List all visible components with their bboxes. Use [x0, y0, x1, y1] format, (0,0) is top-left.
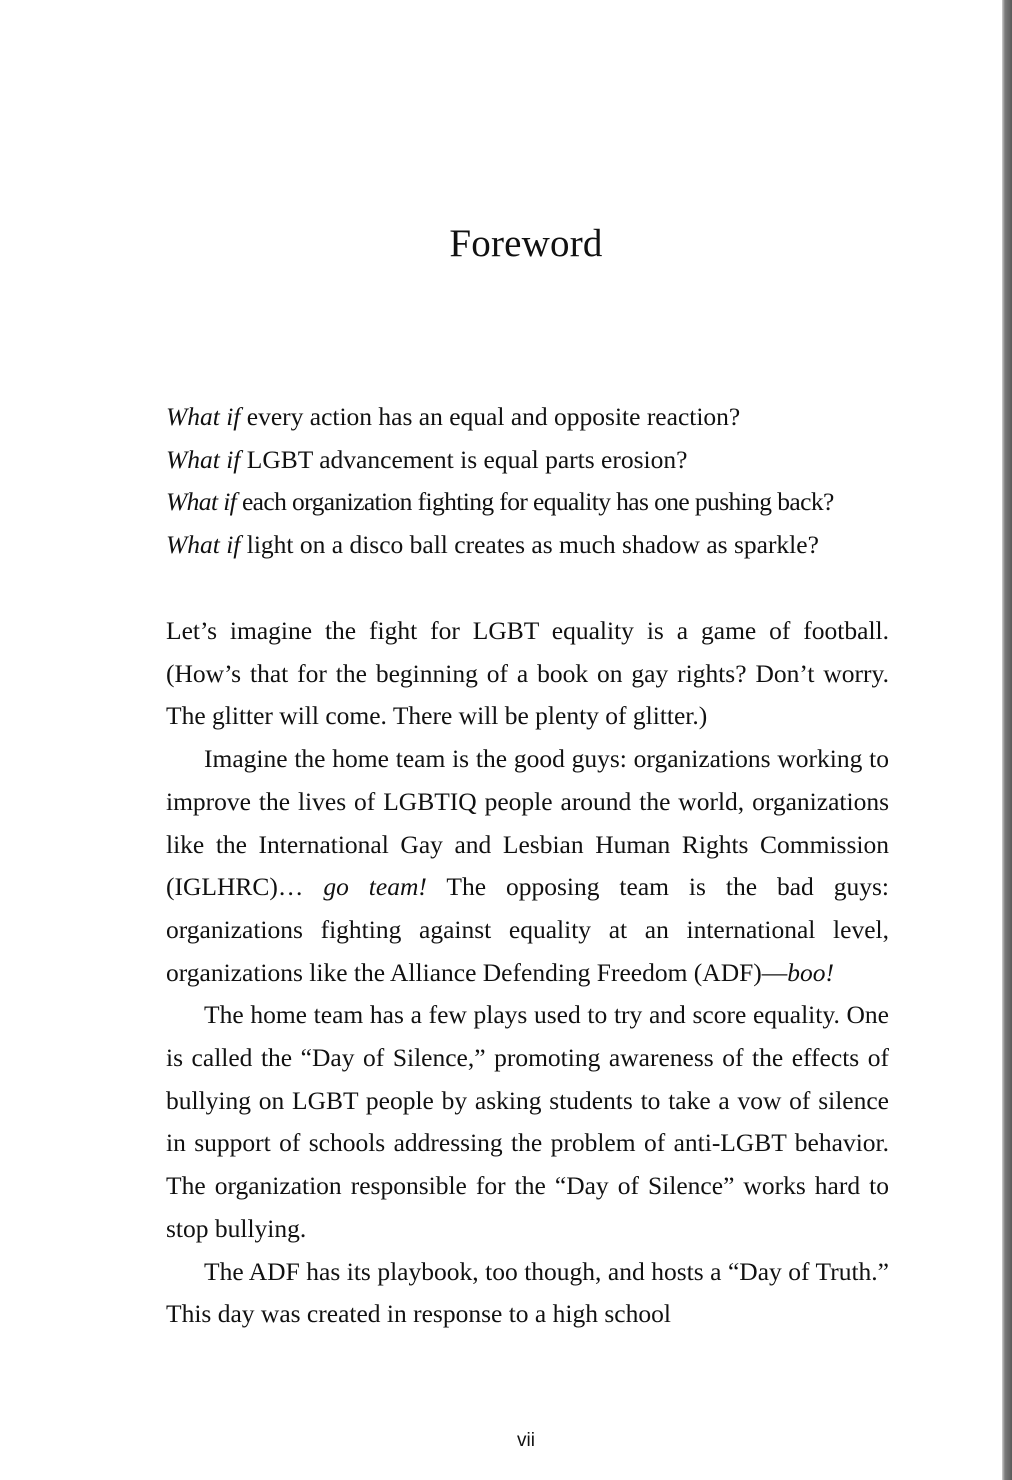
chapter-title: Foreword	[449, 222, 603, 265]
epigraph-text: every action has an equal and opposite reaction?	[240, 402, 741, 431]
epigraph-lead: What if	[166, 444, 241, 474]
paragraph	[166, 1251, 889, 1336]
paragraph-text: The home team has a few plays used to try and score equality. One is called the “Day of Silence,” promoting awareness of the effects of bullying on LGBT people by asking students to take a vow of silence in support of schools addressing the problem of anti-LGBT behavior. The organization responsible for the “Day of Silence” works hard to stop bullying.	[166, 1000, 889, 1243]
epigraph-line	[166, 524, 906, 567]
paragraph-text: The ADF has its playbook, too though, and hosts a “Day of Truth.” This day was created in response to a high school	[166, 1256, 889, 1329]
epigraph-lead: What if	[166, 487, 237, 516]
epigraph-line	[166, 439, 906, 482]
paragraph-text: Imagine the home team is the good guys: organizations working to improve the lives of LGBTIQ people around the world, organizations like the International Gay and Lesbian Human Rights Commission (IGLHRC)…	[166, 744, 889, 902]
epigraph-line	[166, 481, 906, 524]
epigraph-lead: What if	[166, 402, 241, 431]
paragraph-emphasis: boo!	[787, 957, 835, 987]
epigraph-text: LGBT advancement is equal parts erosion?	[240, 444, 688, 474]
body-text	[166, 610, 889, 1336]
page-edge-shadow	[1002, 0, 1012, 1480]
paragraph-emphasis: go team!	[323, 872, 427, 902]
paragraph	[166, 994, 889, 1250]
paragraph	[166, 610, 889, 738]
paragraph-text: Let’s imagine the fight for LGBT equality is a game of football. (How’s that for the beginning of a book on gay rights? Don’t worry. The glitter will come. There will be plenty of glitter.)	[166, 616, 889, 731]
epigraph-lead: What if	[166, 529, 241, 559]
paragraph	[166, 738, 889, 994]
epigraph-text: light on a disco ball creates as much shadow as sparkle?	[240, 529, 819, 559]
epigraph-text: each organization fighting for equality has one pushing back?	[236, 487, 834, 516]
epigraph-line	[166, 396, 906, 439]
page-number: vii	[517, 1430, 535, 1451]
paragraph-text: The opposing team is the bad guys: organizations fighting against equality at an international level, organizations like the Alliance Defending Freedom (ADF)—	[166, 872, 889, 987]
epigraph	[166, 396, 906, 566]
